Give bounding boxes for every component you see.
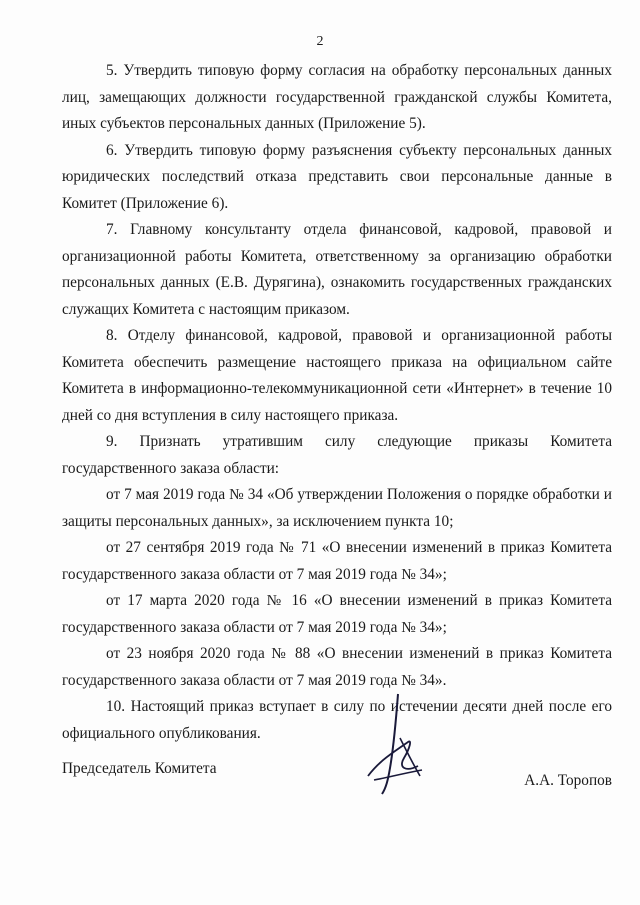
paragraph-5: 5. Утвердить типовую форму согласия на обработку персональных данных лиц, замещающих должности государственной гражданской службы Комитета, иных субъектов персональных данных (Приложение 5).: [62, 62, 612, 132]
document-body: [62, 58, 612, 747]
signatory-name: А.А. Торопов: [524, 772, 612, 789]
paragraph-10: 10. Настоящий приказ вступает в силу по истечении десяти дней после его официального опубликования.: [62, 698, 612, 742]
repealed-order-1: от 7 мая 2019 года № 34 «Об утверждении Положения о порядке обработки и защиты персональных данных», за исключением пункта 10;: [62, 486, 612, 530]
paragraph-7: 7. Главному консультанту отдела финансовой, кадровой, правовой и организационной работы Комитета, ответственному за организацию обработки персональных данных (Е.В. Дурягина), ознакомить государственных гражданских служащих Комитета с настоящим приказом.: [62, 221, 612, 318]
paragraph-8: 8. Отделу финансовой, кадровой, правовой и организационной работы Комитета обеспечить размещение настоящего приказа на официальном сайте Комитета в информационно-телекоммуникационной сети «Интернет» в течение 10 дней со дня вступления в силу настоящего приказа.: [62, 327, 612, 424]
paragraph-9: 9. Признать утратившим силу следующие приказы Комитета государственного заказа области:: [62, 433, 612, 477]
repealed-order-4: от 23 ноября 2020 года № 88 «О внесении изменений в приказ Комитета государственного заказа области от 7 мая 2019 года № 34».: [62, 645, 612, 689]
page-number: 2: [316, 34, 324, 49]
paragraph-6: 6. Утвердить типовую форму разъяснения субъекту персональных данных юридических последствий отказа представить свои персональные данные в Комитет (Приложение 6).: [62, 141, 612, 212]
repealed-order-2: от 27 сентября 2019 года № 71 «О внесении изменений в приказ Комитета государственного заказа области от 7 мая 2019 года № 34»;: [62, 539, 612, 583]
signatory-position: Председатель Комитета: [62, 760, 217, 777]
signature-block: [62, 760, 612, 790]
repealed-order-3: от 17 марта 2020 года № 16 «О внесении изменений в приказ Комитета государственного заказа области от 7 мая 2019 года № 34»;: [62, 592, 612, 636]
